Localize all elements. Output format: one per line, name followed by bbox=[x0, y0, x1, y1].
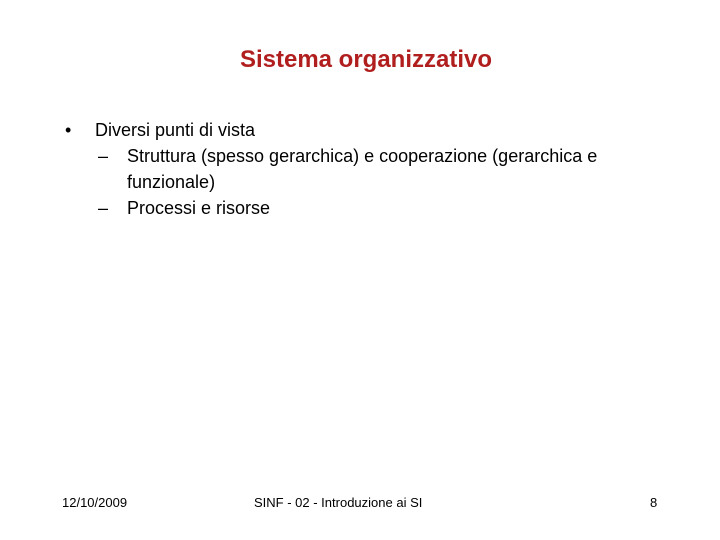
footer-date: 12/10/2009 bbox=[62, 495, 128, 510]
sub-bullet-text: Struttura (spesso gerarchica) e cooperazione (gerarchica e funzionale) bbox=[127, 146, 598, 192]
footer-title: SINF - 02 - Introduzione ai SI bbox=[254, 495, 423, 510]
footer-page-number: 8 bbox=[650, 495, 658, 510]
sub-bullet-item bbox=[60, 195, 680, 221]
sub-bullet-marker: – bbox=[98, 146, 109, 166]
slide-title: Sistema organizzativo bbox=[239, 46, 493, 73]
sub-bullet-marker: – bbox=[98, 198, 109, 218]
bullet-marker: • bbox=[65, 120, 72, 140]
sub-bullet-item bbox=[60, 143, 680, 195]
slide-content bbox=[60, 117, 680, 221]
bullet-text: Diversi punti di vista bbox=[95, 120, 256, 140]
sub-bullet-text: Processi e risorse bbox=[127, 198, 271, 218]
sub-bullet-list bbox=[60, 143, 680, 221]
bullet-item bbox=[60, 117, 680, 143]
